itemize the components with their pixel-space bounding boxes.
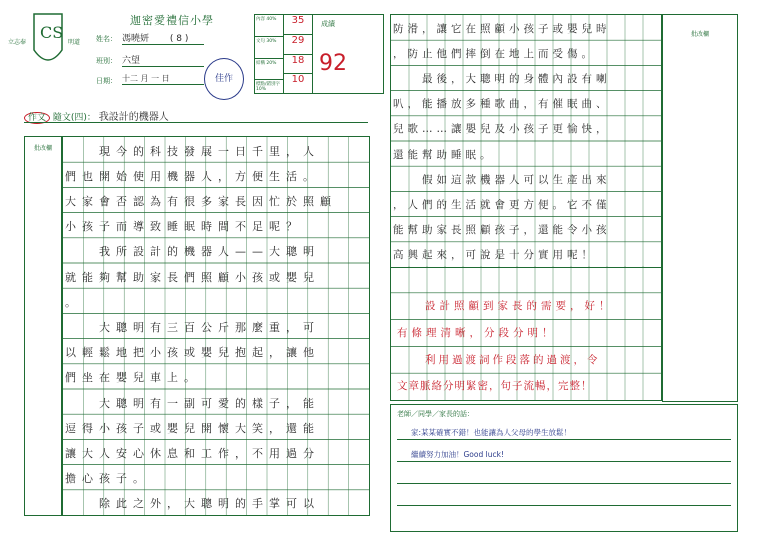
score-punctuation: 10 [291, 74, 305, 85]
svg-text:CS: CS [40, 23, 64, 42]
title-underline [24, 122, 368, 123]
school-logo [6, 10, 90, 78]
left-row-1: 現今的科技發展一日千里，人 [65, 145, 320, 158]
teacher-comment-4: 文章脈絡分明緊密，句子流暢，完整！ [397, 380, 593, 392]
right-row-9: 能幫助家長照顧孩子，還能令小孩 [393, 224, 611, 236]
comments-label: 老師／同學／家長的話： [397, 410, 474, 418]
right-writing-grid [390, 14, 662, 268]
grade-total: 92 [319, 51, 347, 76]
school-name: 迦密愛禮信小學 [130, 14, 214, 27]
essay-type: 隨文(四)： [52, 113, 96, 123]
date-label: 日期： [96, 77, 117, 85]
grade-label: 成績 [321, 20, 335, 28]
student-number: ( 8 ) [169, 34, 189, 44]
score-sentence: 29 [284, 35, 312, 55]
right-row-1: 防滑，讓它在照顧小孩子或嬰兒時 [393, 23, 611, 35]
right-row-6: 還能幫助睡眠。 [393, 149, 495, 161]
right-row-4: 叭，能播放多種歌曲，有催眠曲、 [393, 98, 611, 110]
score-label-structure: 結構 20% [255, 59, 283, 80]
score-label-punctuation: 標點/錯別字 10% [256, 82, 281, 92]
left-margin-column [24, 136, 62, 516]
score-value-column [284, 15, 313, 93]
comment-line [397, 439, 731, 440]
score-label-sentence: 文句 30% [255, 37, 283, 59]
left-row-2: 們也開始使用機器人，方便生活。 [65, 170, 320, 183]
left-row-3: 大家會否認為有很多家長因忙於照顧 [65, 195, 337, 208]
left-margin-label: 批改欄 [33, 145, 52, 152]
right-row-3: 最後，大聰明的身體內設有喇 [393, 73, 611, 85]
right-margin-label: 批改欄 [690, 31, 709, 38]
essay-title: 我設計的機器人 [98, 112, 169, 123]
teacher-comment-2: 有條理清晰，分段分明！ [397, 327, 557, 339]
left-row-5: 我所設計的機器人——大聰明 [65, 245, 320, 258]
date-value: 十二 月 一 日 [122, 74, 170, 83]
left-row-15: 除此之外，大聰明的手掌可以 [65, 497, 320, 510]
class-label: 班別： [96, 57, 117, 65]
svg-text:明道: 明道 [68, 39, 81, 46]
right-row-5: 兒歌……讓嬰兒及小孩子更愉快， [393, 123, 611, 135]
right-row-7: 假如這款機器人可以生產出來 [393, 174, 611, 186]
parent-comment-2: 繼續努力加油！Good luck! [411, 450, 504, 459]
right-row-10: 高興起來，可說是十分實用呢！ [393, 249, 596, 261]
left-row-6: 就能夠幫助家長們照顧小孩或嬰兒 [65, 271, 320, 284]
class-field [122, 53, 204, 67]
stamp-text: 佳作 [214, 74, 233, 84]
left-row-4: 小孩子而導致睡眠時間不足呢？ [65, 220, 303, 233]
left-row-7: 。 [65, 296, 82, 309]
comment-line [397, 505, 731, 506]
right-row-2: ，防止他們摔倒在地上而受傷。 [393, 48, 596, 60]
name-field [122, 31, 204, 45]
left-writing-grid [62, 136, 370, 516]
score-table [254, 14, 384, 94]
name-label: 姓名： [96, 35, 117, 43]
score-label-content: 內容 40% [255, 15, 283, 37]
left-row-9: 以輕鬆地把小孩或嬰兒抱起，讓他 [65, 346, 320, 359]
name-value: 馮曉妍 [122, 34, 150, 44]
right-row-8: ，人們的生活就會更方便。它不僅 [393, 199, 611, 211]
teacher-comment-3: 利用過渡詞作段落的過渡，令 [425, 354, 601, 366]
left-row-11: 大聰明有一副可愛的樣子，能 [65, 397, 320, 410]
comment-line [397, 483, 731, 484]
right-margin-column [662, 14, 738, 402]
left-row-12: 逗得小孩子或嬰兒開懷大笑，還能 [65, 422, 320, 435]
date-field [122, 73, 204, 85]
genre-label: 作文 [24, 112, 50, 124]
score-structure: 18 [284, 55, 312, 74]
teacher-comment-grid [390, 266, 662, 401]
essay-title-line [24, 108, 169, 123]
score-content: 35 [284, 15, 312, 35]
left-row-13: 讓大人安心休息和工作，不用過分 [65, 447, 320, 460]
parent-comment-1: 家:某某確實不錯！也能讓為人父母的學生放鬆！ [411, 428, 572, 437]
comment-line [397, 461, 731, 462]
comments-box [390, 404, 738, 532]
left-row-10: 們坐在嬰兒車上。 [65, 371, 201, 384]
svg-text:立志奉: 立志奉 [8, 39, 27, 46]
class-value: 六望 [122, 56, 141, 66]
score-label-column [255, 15, 284, 93]
left-row-8: 大聰明有三百公斤那麼重，可 [65, 321, 320, 334]
left-row-14: 擔心孩子。 [65, 472, 150, 485]
award-stamp [204, 58, 244, 100]
teacher-comment-1: 設計照顧到家長的需要，好！ [425, 300, 614, 312]
